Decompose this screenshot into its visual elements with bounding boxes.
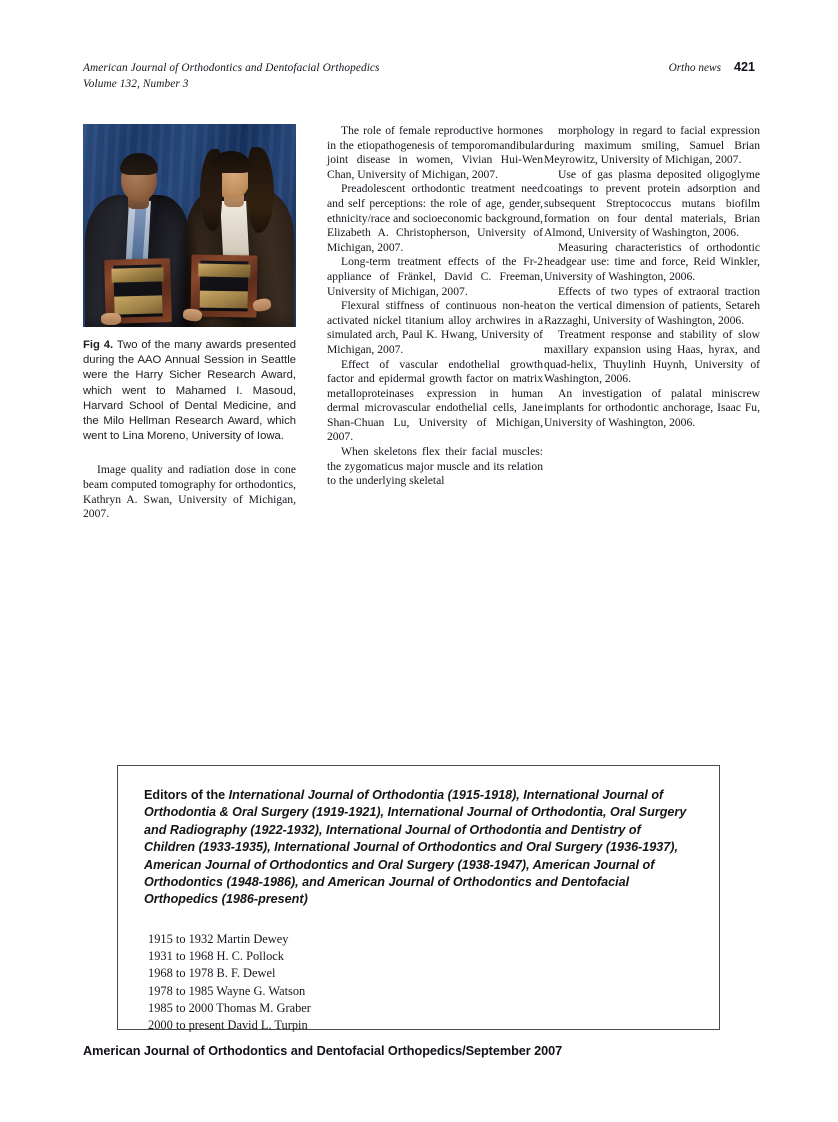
person-right-hair-top	[210, 151, 252, 173]
figure-label: Fig 4.	[83, 339, 114, 351]
abstract-item: Effects of two types of extraoral traction on the vertical dimension of patients, Setareh Razzaghi, University of Washington, 2006.	[544, 284, 760, 327]
column-two	[327, 124, 543, 489]
section-name: Ortho news	[668, 62, 721, 74]
abstract-item: Flexural stiffness of continuous non-heat activated nickel titanium alloy archwires in a simulated arch, Paul K. Hwang, University of Michigan, 2007.	[327, 299, 543, 356]
abstract-item: Image quality and radiation dose in cone beam computed tomography for orthodontics, Kathryn A. Swan, University of Michigan, 2007.	[83, 463, 296, 521]
list-item: 1968 to 1978 B. F. Dewel	[148, 966, 276, 981]
abstract-item: An investigation of palatal miniscrew implants for orthodontic anchorage, Isaac Fu, University of Washington, 2006.	[544, 386, 760, 429]
page-number: 421	[733, 60, 755, 74]
editors-heading-titles: International Journal of Orthodontia (1915-1918), International Journal of Orthodontia & Oral Surgery (1919-1921), International Journal of Orthodontia, Oral Surgery and Radiography (1922-1932), International Journal of Orthodontia and Dentistry of Children (1933-1935), International Journal of Orthodontics and Oral Surgery (1936-1937), American Journal of Orthodontics and Oral Surgery (1938-1947), American Journal of Orthodontics (1948-1986), and American Journal of Orthodontics and Dentofacial Orthopedics (1986-present)	[144, 788, 687, 907]
list-item: 2000 to present David L. Turpin	[148, 1018, 308, 1033]
hand-left	[101, 313, 121, 325]
award-photo	[83, 124, 296, 327]
column-one	[83, 124, 296, 522]
editors-heading	[144, 787, 693, 909]
figure-caption	[83, 338, 296, 444]
abstract-item: When skeletons flex their facial muscles: the zygomaticus major muscle and its relation to the underlying skeletal	[327, 445, 543, 488]
abstract-item: Long-term treatment effects of the Fr-2 appliance of Fränkel, David C. Freeman, University of Michigan, 2007.	[327, 255, 543, 298]
abstract-item: Preadolescent orthodontic treatment need and self perceptions: the role of age, gender, ethnicity/race and socioeconomic background, Elizabeth A. Christopherson, University of Michigan, 2007.	[327, 182, 543, 254]
hand-middle	[182, 308, 202, 322]
list-item: 1915 to 1932 Martin Dewey	[148, 931, 289, 946]
abstract-item: Use of gas plasma deposited oligoglyme coatings to prevent protein adsorption and subsequent Streptococcus mutans biofilm formation on four dental materials, Brian Almond, University of Washington, 2006.	[544, 167, 760, 240]
running-head	[83, 60, 755, 94]
figure-4	[83, 124, 296, 327]
editors-box-content	[118, 766, 719, 1035]
column-three	[544, 124, 760, 430]
editors-list	[148, 931, 693, 1035]
figure-caption-text: Two of the many awards presented during the AAO Annual Session in Seattle were the Harry Sicher Research Award, which went to Mahamed I. Masoud, Harvard School of Dental Medicine, and the Milo Hellman Research Award, which went to Lina Moreno, University of Iowa.	[83, 339, 297, 443]
running-head-right	[669, 60, 755, 74]
page-footer: American Journal of Orthodontics and Dentofacial Orthopedics/September 2007	[83, 1044, 563, 1058]
editors-box	[117, 765, 720, 1033]
list-item: 1978 to 1985 Wayne G. Watson	[148, 983, 306, 998]
list-item: 1931 to 1968 H. C. Pollock	[148, 949, 284, 964]
volume-line: Volume 132, Number 3	[83, 78, 189, 90]
person-left-hair	[120, 153, 158, 175]
abstract-item: morphology in regard to facial expression during maximum smiling, Samuel Brian Meyrowitz, University of Michigan, 2007.	[544, 124, 760, 167]
journal-title: American Journal of Orthodontics and Dentofacial Orthopedics	[83, 62, 380, 74]
award-plaque-right	[190, 254, 257, 317]
list-item: 1985 to 2000 Thomas M. Graber	[148, 1001, 311, 1016]
plaque-right-brass-bottom	[200, 291, 248, 309]
abstract-item: Effect of vascular endothelial growth factor and epidermal growth factor on matrix metalloproteinases expression in human dermal microvascular endothelial cells, Jane Shan-Chuan Lu, University of Michigan, 2007.	[327, 357, 543, 444]
plaque-left-brass-bottom	[114, 296, 162, 315]
plaque-right-brass-top	[198, 263, 251, 278]
abstract-item: Treatment response and stability of slow maxillary expansion using Haas, hyrax, and quad-helix, Thuylinh Huynh, University of Washington, 2006.	[544, 328, 760, 386]
abstract-item: Measuring characteristics of orthodontic headgear use: time and force, Reid Winkler, University of Washington, 2006.	[544, 240, 760, 283]
plaque-left-brass-top	[111, 267, 164, 282]
running-head-left	[83, 60, 380, 92]
abstract-item: The role of female reproductive hormones in the etiopathogenesis of temporomandibular joint disease in women, Vivian Hui-Wen Chan, University of Michigan, 2007.	[327, 124, 543, 181]
editors-heading-prefix: Editors of the	[144, 788, 229, 802]
